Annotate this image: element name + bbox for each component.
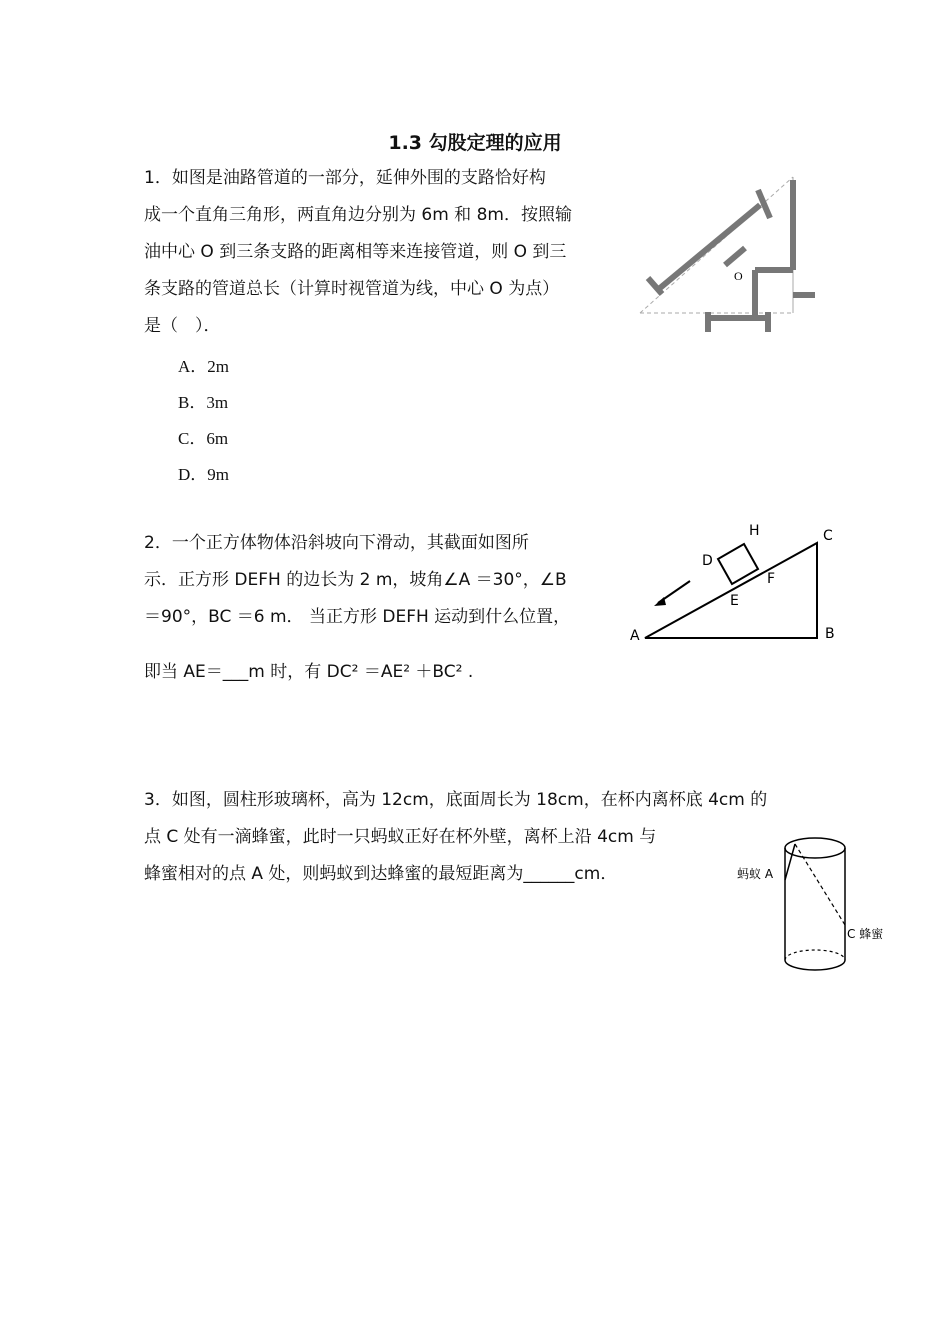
q1-line: 1．如图是油路管道的一部分，延伸外围的支路恰好构 bbox=[144, 168, 546, 188]
q3-line: 3．如图，圆柱形玻璃杯，高为 12cm，底面周长为 18cm，在杯内离杯底 4cm 的 bbox=[144, 790, 768, 810]
q3-cylinder-figure bbox=[735, 830, 895, 980]
q2-label-h: H bbox=[749, 523, 760, 539]
q2-label-a: A bbox=[630, 628, 640, 644]
q1-option-c: C．6m bbox=[178, 429, 229, 448]
q1-pipe-figure bbox=[630, 170, 830, 340]
q2-line: 即当 AE＝___m 时，有 DC² ＝AE² ＋BC² . bbox=[144, 662, 474, 682]
q1-line: 成一个直角三角形，两直角边分别为 6m 和 8m．按照输 bbox=[144, 205, 572, 225]
q3-ant-label: 蚂蚁 A bbox=[737, 867, 774, 881]
q1-option-a: A．2m bbox=[178, 357, 229, 376]
q2-label-e: E bbox=[730, 593, 739, 609]
q1-line: 油中心 O 到三条支路的距离相等来连接管道，则 O 到三 bbox=[144, 242, 567, 262]
q1-option-d: D．9m bbox=[178, 465, 229, 484]
q2-text bbox=[144, 525, 570, 691]
q3-line: 蜂蜜相对的点 A 处，则蚂蚁到达蜂蜜的最短距离为______cm． bbox=[144, 864, 618, 884]
q2-label-c: C bbox=[823, 528, 833, 544]
q1-option-b: B．3m bbox=[178, 393, 229, 412]
q2-slope-figure bbox=[620, 515, 850, 650]
q1-line: 条支路的管道总长（计算时视管道为线，中心 O 为点） bbox=[144, 279, 560, 299]
q1-line: 是（ ）． bbox=[144, 316, 221, 336]
q3-line: 点 C 处有一滴蜂蜜，此时一只蚂蚁正好在杯外壁，离杯上沿 4cm 与 bbox=[144, 827, 657, 847]
q2-label-f: F bbox=[767, 571, 776, 587]
page-title: 1.3 勾股定理的应用 bbox=[388, 132, 562, 154]
q2-line: 2．一个正方体物体沿斜坡向下滑动，其截面如图所 bbox=[144, 533, 529, 553]
q3-honey-label: C 蜂蜜 bbox=[847, 927, 884, 941]
q3-text bbox=[144, 782, 767, 893]
q1-center-label: O bbox=[734, 269, 743, 283]
q2-label-b: B bbox=[825, 626, 835, 642]
q2-label-d: D bbox=[702, 553, 713, 569]
q1-text bbox=[144, 160, 572, 345]
q2-line: 示．正方形 DEFH 的边长为 2 m，坡角∠A ＝30°，∠B bbox=[144, 570, 567, 590]
q2-line: ＝90°，BC ＝6 m． 当正方形 DEFH 运动到什么位置， bbox=[144, 607, 571, 627]
